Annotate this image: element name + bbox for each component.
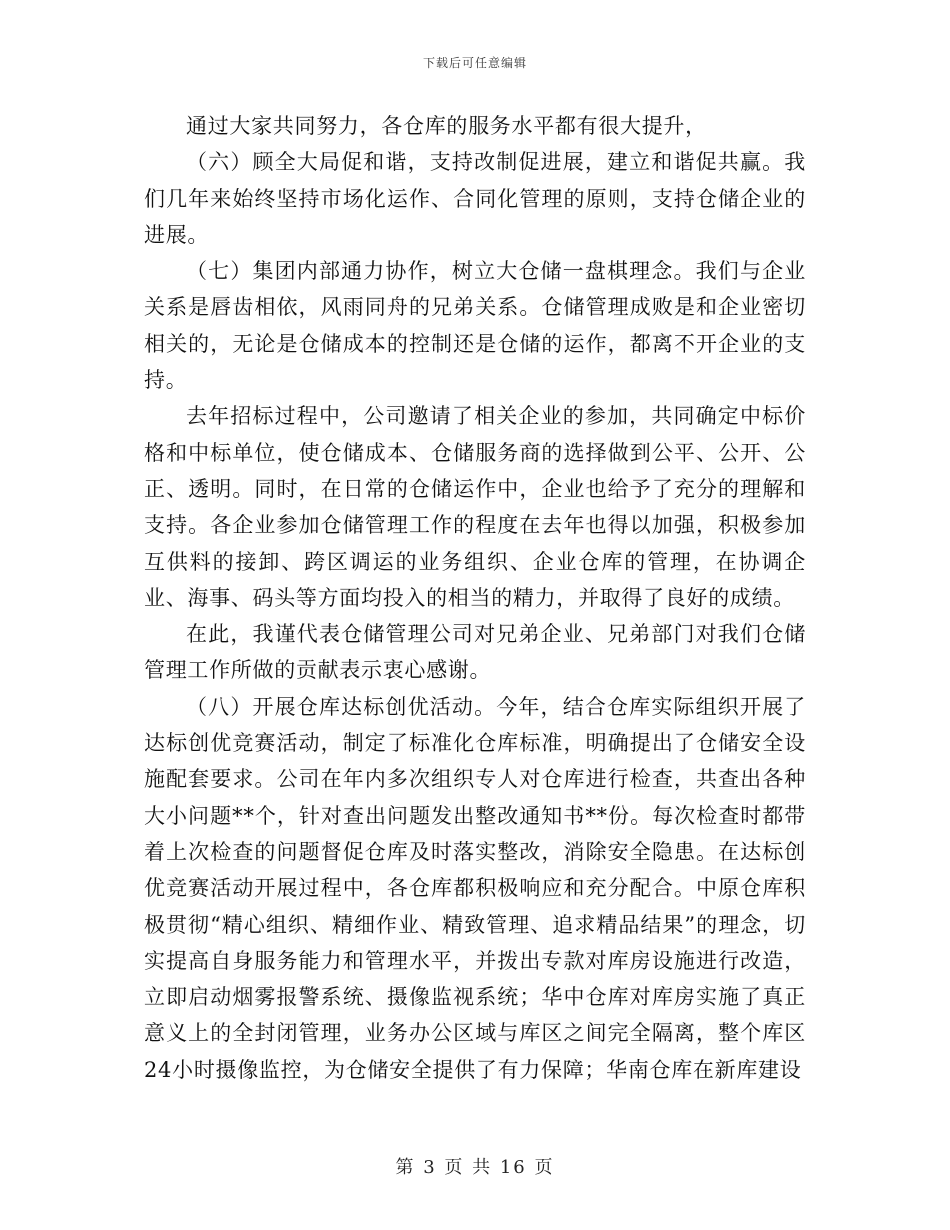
paragraph-section-7: （七）集团内部通力协作，树立大仓储一盘棋理念。我们与企业关系是唇齿相依，风雨同舟的兄弟关系。仓储管理成败是和企业密切相关的，无论是仓储成本的控制还是仓储的运作，都离不开企业的支持。: [144, 259, 806, 393]
paragraph-continuation: 通过大家共同努力，各仓库的服务水平都有很大提升，: [186, 114, 707, 138]
document-body: [144, 108, 806, 1088]
paragraph-section-6: （六）顾全大局促和谐，支持改制促进展，建立和谐促共赢。我们几年来始终坚持市场化运作、合同化管理的原则，支持仓储企业的进展。: [144, 150, 806, 247]
paragraph-thanks: 在此，我谨代表仓储管理公司对兄弟企业、兄弟部门对我们仓储管理工作所做的贡献表示衷心感谢。: [144, 622, 806, 683]
page-header: 下载后可任意编辑: [422, 56, 527, 70]
paragraph-bidding: 去年招标过程中，公司邀请了相关企业的参加，共同确定中标价格和中标单位，使仓储成本、仓储服务商的选择做到公平、公开、公正、透明。同时，在日常的仓储运作中，企业也给予了充分的理解和支持。各企业参加仓储管理工作的程度在去年也得以加强，积极参加互供料的接卸、跨区调运的业务组织、企业仓库的管理，在协调企业、海事、码头等方面均投入的相当的精力，并取得了良好的成绩。: [144, 404, 806, 610]
page-number-footer: 第 3 页 共 16 页: [395, 1157, 555, 1178]
paragraph-section-8: （八）开展仓库达标创优活动。今年，结合仓库实际组织开展了达标创优竞赛活动，制定了标准化仓库标准，明确提出了仓储安全设施配套要求。公司在年内多次组织专人对仓库进行检查，共查出各种大小问题**个，针对查出问题发出整改通知书**份。每次检查时都带着上次检查的问题督促仓库及时落实整改，消除安全隐患。在达标创优竞赛活动开展过程中，各仓库都积极响应和充分配合。中原仓库积极贯彻“精心组织、精细作业、精致管理、追求精品结果”的理念，切实提高自身服务能力和管理水平，并拨出专款对库房设施进行改造，立即启动烟雾报警系统、摄像监视系统；华中仓库对库房实施了真正意义上的全封闭管理，业务办公区域与库区之间完全隔离，整个库区24小时摄像监控，为仓储安全提供了有力保障；华南仓库在新库建设: [144, 694, 806, 1082]
